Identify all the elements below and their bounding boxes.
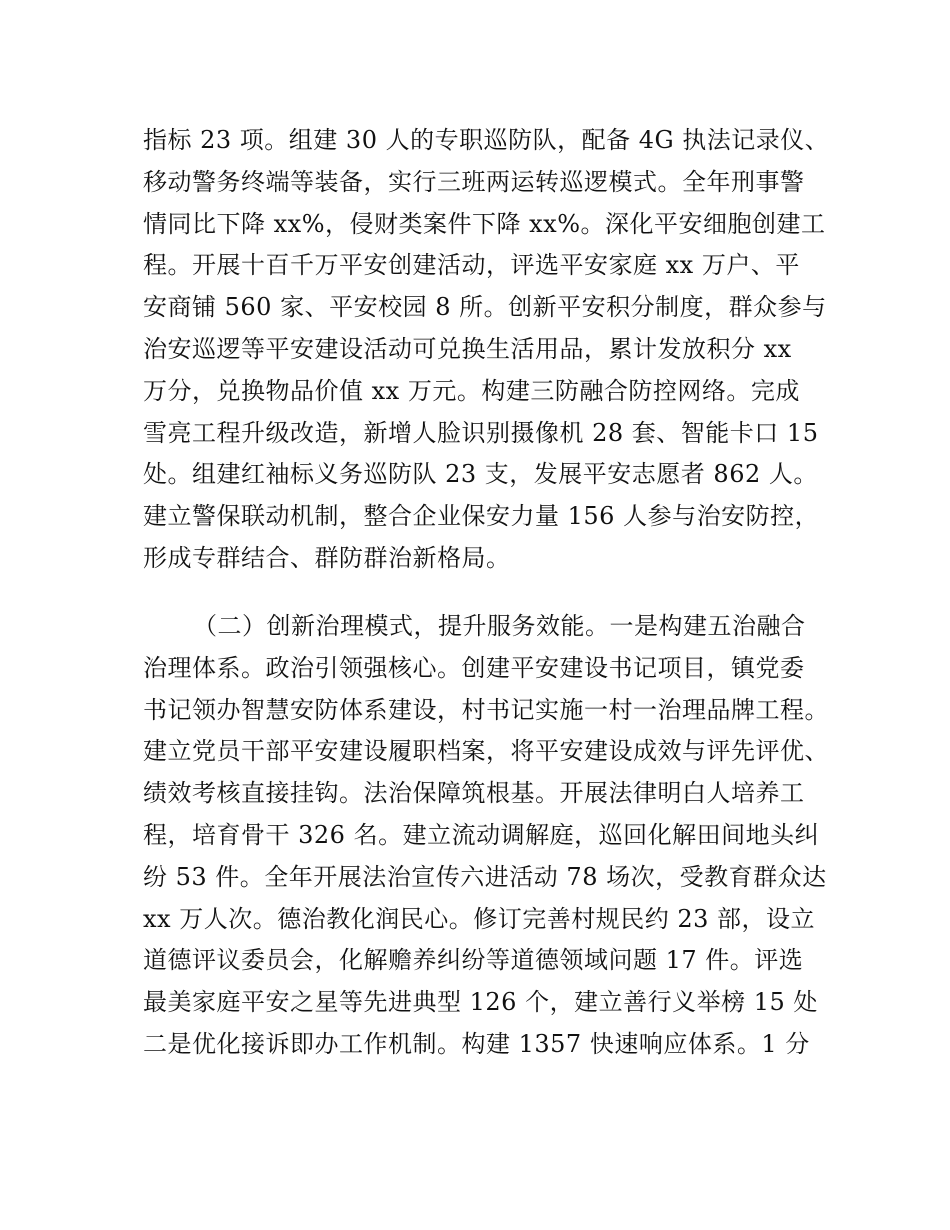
paragraph-1-line: 指标 23 项。组建 30 人的专职巡防队，配备 4G 执法记录仪、 [143, 126, 830, 154]
paragraph-1-line: 安商铺 560 家、平安校园 8 所。创新平安积分制度，群众参与 [143, 293, 827, 322]
paragraph-2-line: 治理体系。政治引领强核心。创建平安建设书记项目，镇党委 [143, 653, 805, 682]
paragraph-2-line: 书记领办智慧安防体系建设，村书记实施一村一治理品牌工程。 [143, 695, 829, 724]
paragraph-1-line: 雪亮工程升级改造，新增人脸识别摄像机 28 套、智能卡口 15 [143, 418, 819, 447]
paragraph-2-line: 最美家庭平安之星等先进典型 126 个，建立善行义举榜 15 处 [143, 988, 818, 1017]
paragraph-1-line: 移动警务终端等装备，实行三班两运转巡逻模式。全年刑事警 [143, 167, 805, 196]
paragraph-1-line: 治安巡逻等平安建设活动可兑换生活用品，累计发放积分 xx [143, 334, 792, 363]
paragraph-1 [143, 120, 830, 580]
paragraph-2-heading-line: （二）创新治理模式，提升服务效能。一是构建五治融合 [193, 612, 806, 640]
paragraph-1-line: 万分，兑换物品价值 xx 万元。构建三防融合防控网络。完成 [143, 376, 800, 405]
paragraph-2-line: 绩效考核直接挂钩。法治保障筑根基。开展法律明白人培养工 [143, 779, 805, 808]
paragraph-1-line: 情同比下降 xx%，侵财类案件下降 xx%。深化平安细胞创建工 [143, 209, 826, 238]
paragraph-1-line: 形成专群结合、群防群治新格局。 [143, 543, 511, 572]
paragraph-2 [143, 606, 829, 1066]
paragraph-2-line: 程，培育骨干 326 名。建立流动调解庭，巡回化解田间地头纠 [143, 820, 820, 849]
paragraph-2-line: 建立党员干部平安建设履职档案，将平安建设成效与评先评优、 [143, 737, 829, 766]
paragraph-2-line: 二是优化接诉即办工作机制。构建 1357 快速响应体系。1 分 [143, 1029, 810, 1058]
paragraph-1-line: 程。开展十百千万平安创建活动，评选平安家庭 xx 万户、平 [143, 251, 800, 280]
paragraph-1-line: 处。组建红袖标义务巡防队 23 支，发展平安志愿者 862 人。 [143, 460, 818, 489]
paragraph-2-line: 道德评议委员会，化解赡养纠纷等道德领域问题 17 件。评选 [143, 946, 804, 975]
paragraph-1-line: 建立警保联动机制，整合企业保安力量 156 人参与治安防控， [143, 502, 820, 531]
paragraph-2-line: 纷 53 件。全年开展法治宣传六进活动 78 场次，受教育群众达 [143, 862, 827, 891]
paragraph-2-line: xx 万人次。德治教化润民心。修订完善村规民约 23 部，设立 [143, 904, 815, 933]
